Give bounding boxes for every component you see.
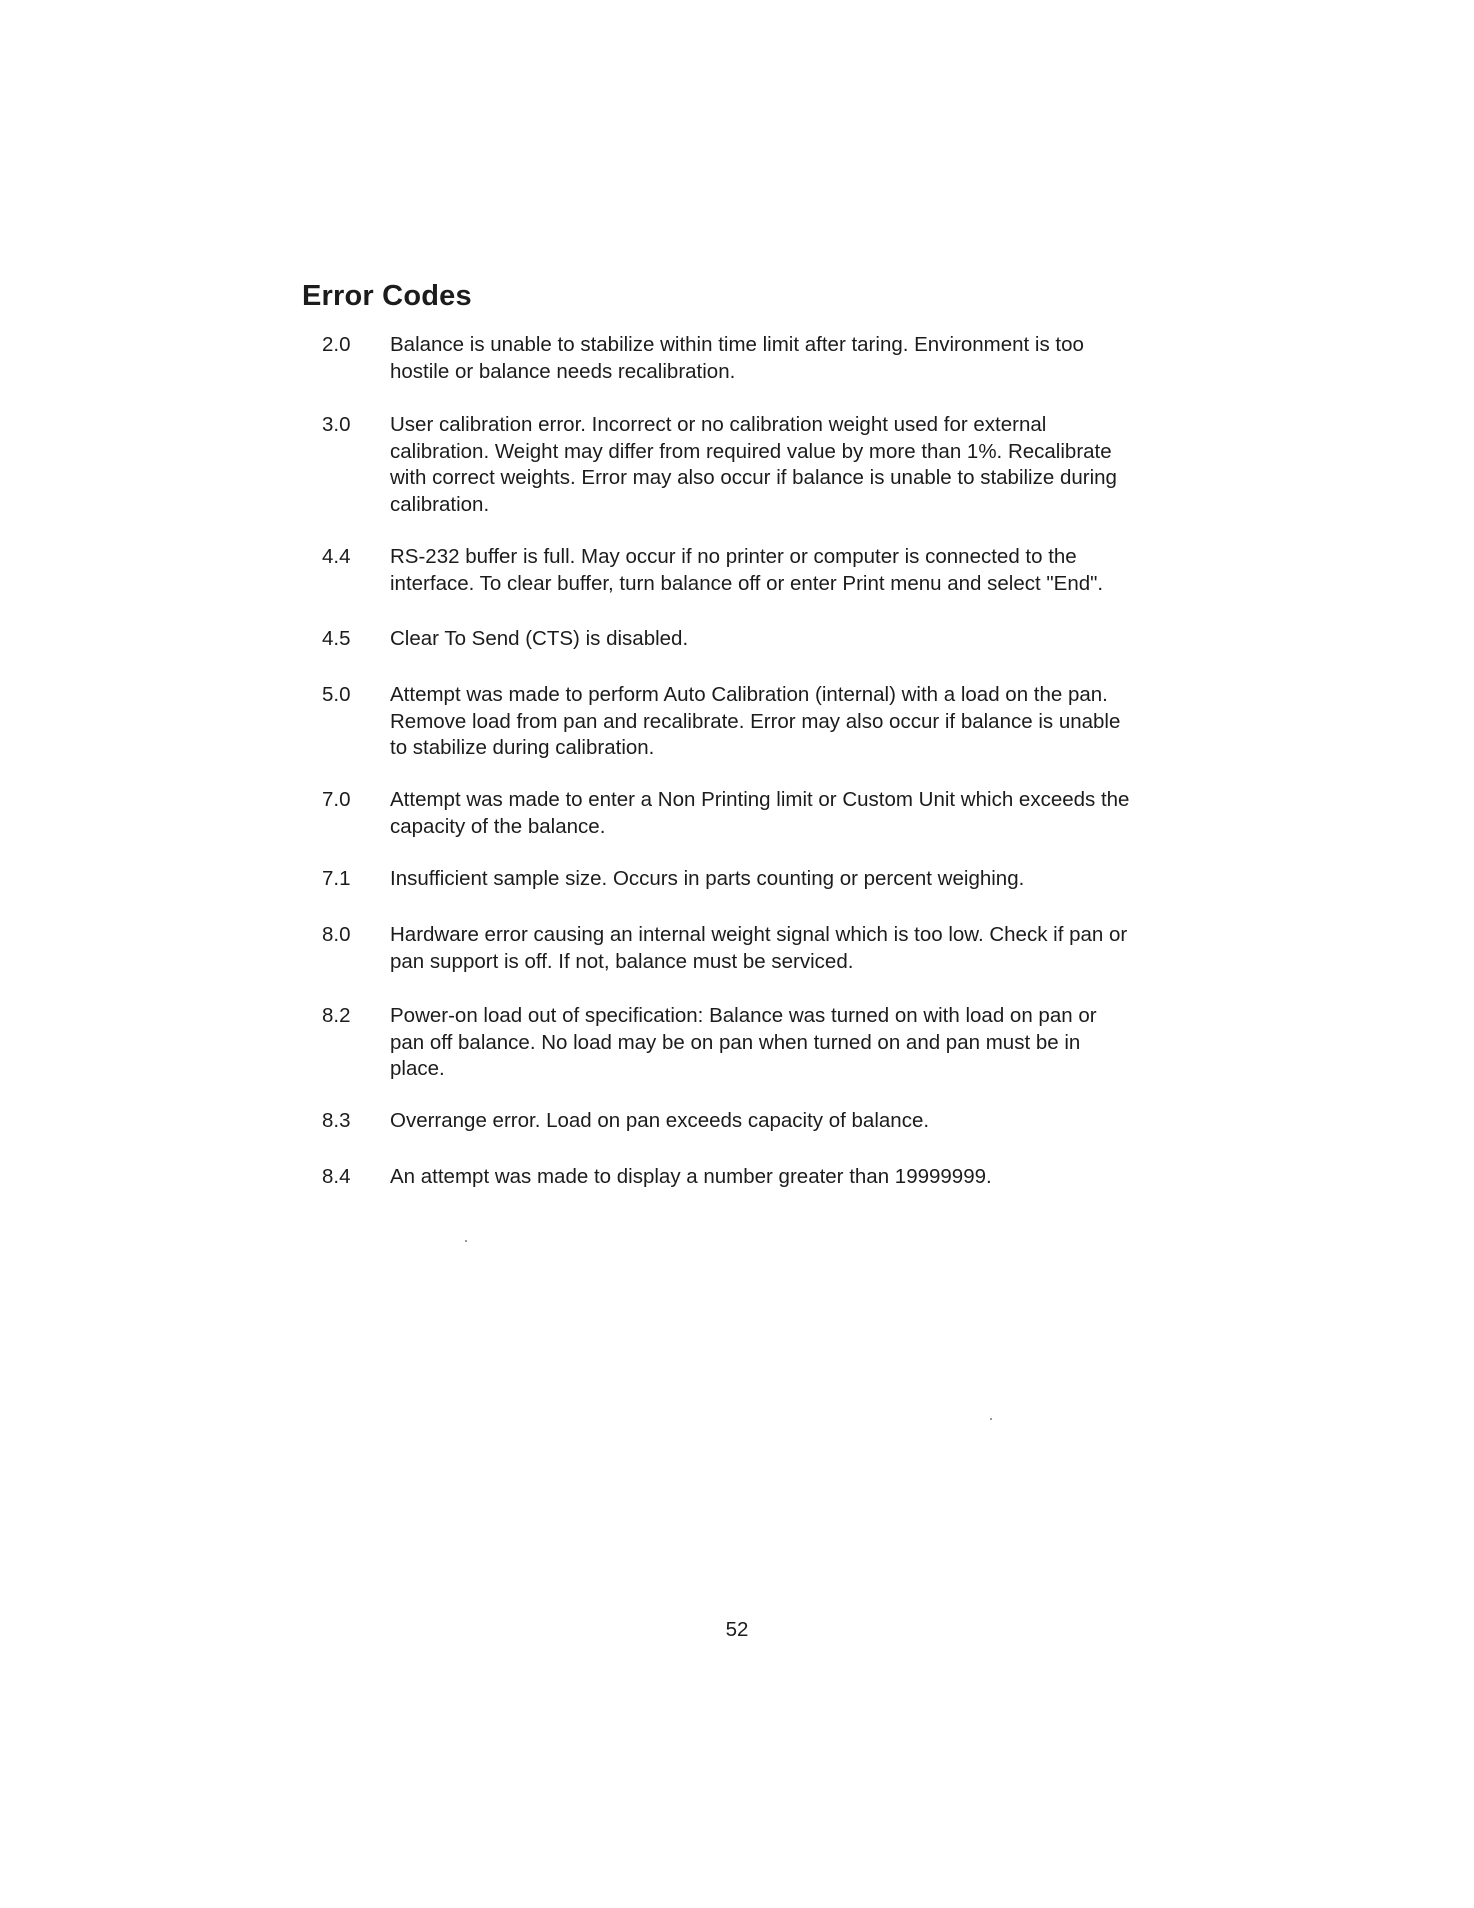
error-description: Attempt was made to enter a Non Printing limit or Custom Unit which exceeds the capacity of the balance. — [390, 788, 1130, 838]
error-description: Insufficient sample size. Occurs in parts counting or percent weighing. — [390, 867, 1025, 890]
error-description: User calibration error. Incorrect or no calibration weight used for external calibration. Weight may differ from required value by more than 1%. Recalibrate with correct weights. Error may also occur if balance is unable to stabilize during calibration. — [390, 413, 1117, 516]
page-number: 52 — [725, 1618, 749, 1641]
error-code: 7.1 — [322, 867, 351, 890]
error-description: An attempt was made to display a number greater than 19999999. — [390, 1165, 992, 1188]
error-description: Hardware error causing an internal weight signal which is too low. Check if pan or pan support is off. If not, balance must be serviced. — [390, 923, 1128, 973]
error-code: 3.0 — [322, 413, 351, 436]
error-entry-8-2 — [322, 1003, 1142, 1083]
error-entry-2-0 — [322, 332, 1142, 385]
error-entry-8-3 — [322, 1108, 1142, 1135]
scan-speck — [465, 1240, 467, 1242]
error-code: 4.5 — [322, 627, 351, 650]
error-code: 4.4 — [322, 545, 351, 568]
error-entry-4-4 — [322, 544, 1142, 597]
error-code: 5.0 — [322, 683, 351, 706]
error-entry-4-5 — [322, 626, 1142, 653]
scan-speck — [990, 1418, 992, 1420]
error-description: RS-232 buffer is full. May occur if no printer or computer is connected to the interface. To clear buffer, turn balance off or enter Print menu and select "End". — [390, 545, 1104, 595]
error-entry-7-1 — [322, 866, 1142, 893]
error-entry-7-0 — [322, 787, 1142, 840]
error-description: Balance is unable to stabilize within time limit after taring. Environment is too hostile or balance needs recalibration. — [390, 333, 1084, 383]
error-description: Clear To Send (CTS) is disabled. — [390, 627, 689, 650]
error-entry-5-0 — [322, 682, 1142, 762]
error-entry-3-0 — [322, 412, 1142, 518]
error-description: Attempt was made to perform Auto Calibration (internal) with a load on the pan. Remove load from pan and recalibrate. Error may also occur if balance is unable to stabilize during calibration. — [390, 683, 1121, 759]
error-code: 8.3 — [322, 1109, 351, 1132]
error-code: 7.0 — [322, 788, 351, 811]
error-code: 8.4 — [322, 1165, 351, 1188]
error-description: Power-on load out of specification: Balance was turned on with load on pan or pan off balance. No load may be on pan when turned on and pan must be in place. — [390, 1004, 1097, 1080]
error-code: 8.2 — [322, 1004, 351, 1027]
error-description: Overrange error. Load on pan exceeds capacity of balance. — [390, 1109, 930, 1132]
section-title: Error Codes — [302, 280, 472, 312]
error-entry-8-4 — [322, 1164, 1142, 1191]
error-entry-8-0 — [322, 922, 1142, 975]
error-code: 8.0 — [322, 923, 351, 946]
error-code: 2.0 — [322, 333, 351, 356]
